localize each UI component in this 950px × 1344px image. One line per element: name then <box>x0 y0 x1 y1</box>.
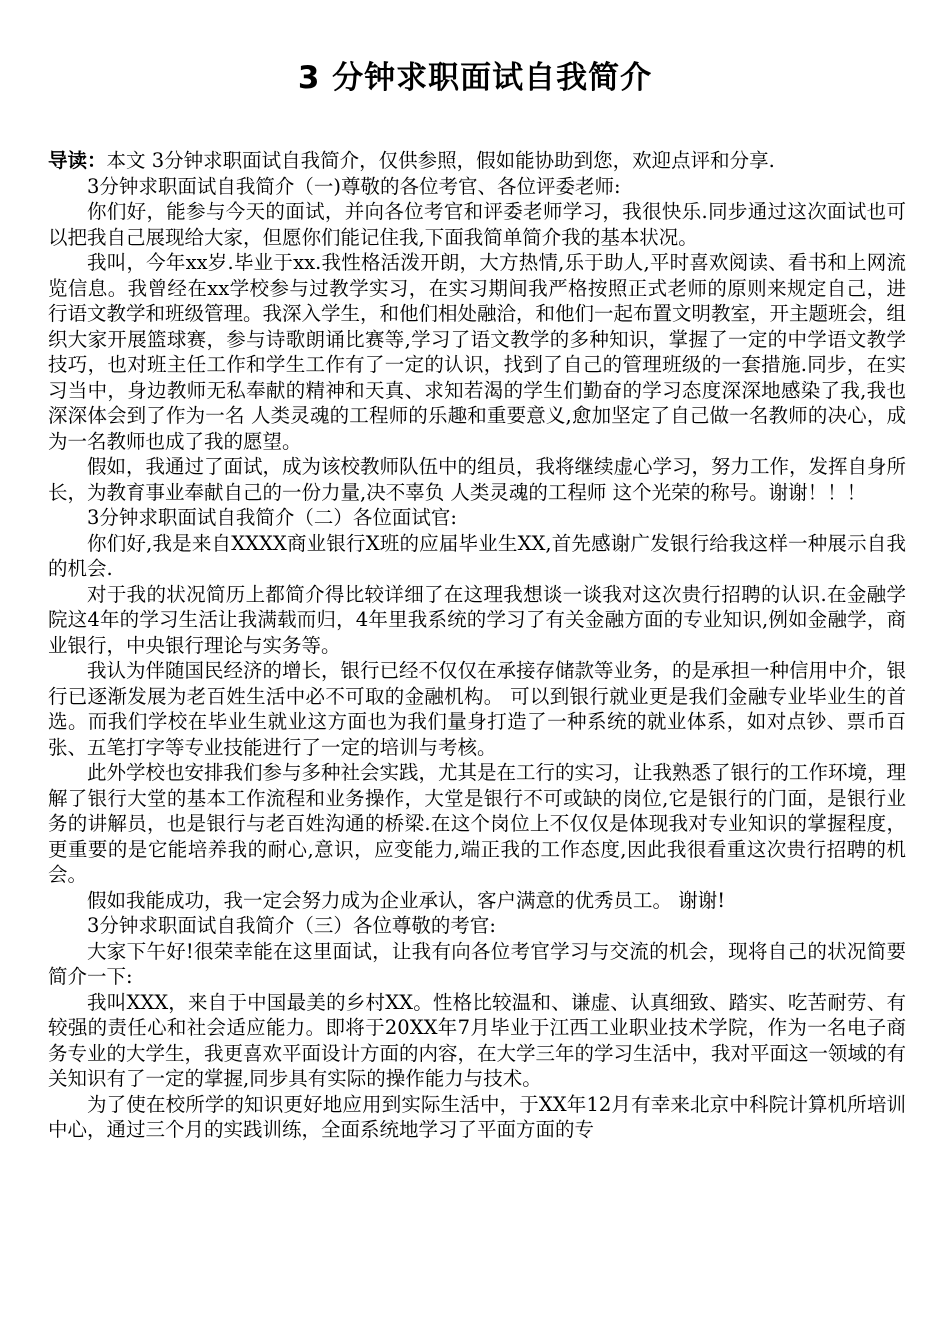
body-paragraph: 我叫，今年xx岁.毕业于xx.我性格活泼开朗，大方热情,乐于助人,平时喜欢阅读、看书和上网流览信息。我曾经在xx学校参与过教学实习，在实习期间我严格按照正式老师的原则来规定自己，进行语文教学和班级管理。我深入学生，和他们相处融洽，和他们一起布置文明教室，开主题班会，组织大家开展篮球赛，参与诗歌朗诵比赛等,学习了语文教学的多种知识，掌握了一定的中学语文教学技巧，也对班主任工作和学生工作有了一定的认识，找到了自己的管理班级的一套措施.同步，在实习当中，身边教师无私奉献的精神和天真、求知若渴的学生们勤奋的学习态度深深地感染了我,我也深深体会到了作为一名 人类灵魂的工程师的乐趣和重要意义,愈加坚定了自己做一名教师的决心，成为一名教师也成了我的愿望。 <box>48 251 907 453</box>
body-paragraph: 你们好,我是来自XXXX商业银行X班的应届毕业生XX,首先感谢广发银行给我这样一种展示自我的机会. <box>48 531 906 580</box>
body-paragraph: 此外学校也安排我们参与多种社会实践，尤其是在工行的实习，让我熟悉了银行的工作环境，理解了银行大堂的基本工作流程和业务操作，大堂是银行不可或缺的岗位,它是银行的门面，是银行业务的讲解员，也是银行与老百姓沟通的桥梁.在这个岗位上不仅仅是体现我对专业知识的掌握程度，更重要的是它能培养我的耐心,意识，应变能力,端正我的工作态度,因此我很看重这次贵行招聘的机会。 <box>48 761 907 886</box>
intro-text: 本文 3分钟求职面试自我简介，仅供参照，假如能协助到您，欢迎点评和分享. <box>106 149 775 172</box>
body-paragraph: 你们好，能参与今天的面试，并向各位考官和评委老师学习，我很快乐.同步通过这次面试也可以把我自己展现给大家，但愿你们能记住我,下面我简单简介我的基本状况。 <box>48 200 906 249</box>
section-heading-three: 3分钟求职面试自我简介（三）各位尊敬的考官: <box>87 914 496 937</box>
body-paragraph: 对于我的状况简历上都简介得比较详细了在这理我想谈一谈我对这次贵行招聘的认识.在金融学院这4年的学习生活让我满载而归，4年里我系统的学习了有关金融方面的专业知识,例如金融学，商业银行，中央银行理论与实务等。 <box>48 582 906 657</box>
document-title: 3 分钟求职面试自我简介 <box>297 60 653 96</box>
body-paragraph: 假如我能成功，我一定会努力成为企业承认，客户满意的优秀员工。 谢谢! <box>87 888 726 912</box>
body-paragraph: 我认为伴随国民经济的增长，银行已经不仅仅在承接存储款等业务，的是承担一种信用中介，银行已逐渐发展为老百姓生活中必不可取的金融机构。 可以到银行就业更是我们金融专业毕业生的首选。而我们学校在毕业生就业这方面也为我们量身打造了一种系统的就业体系，如对点钞、票币百张、五笔打字等专业技能进行了一定的培训与考核。 <box>48 659 907 759</box>
document-body <box>48 148 906 1143</box>
body-paragraph: 大家下午好!很荣幸能在这里面试，让我有向各位考官学习与交流的机会，现将自己的状况简要简介一下: <box>48 939 906 988</box>
body-paragraph: 为了使在校所学的知识更好地应用到实际生活中，于XX年12月有幸来北京中科院计算机所培训中心，通过三个月的实践训练，全面系统地学习了平面方面的专 <box>48 1092 906 1141</box>
intro-label: 导读： <box>48 149 107 172</box>
body-paragraph: 我叫XXX，来自于中国最美的乡村XX。性格比较温和、谦虚、认真细致、踏实、吃苦耐劳、有较强的责任心和社会适应能力。即将于20XX年7月毕业于江西工业职业技术学院，作为一名电子商务专业的大学生，我更喜欢平面设计方面的内容，在大学三年的学习生活中，我对平面这一领域的有关知识有了一定的掌握,同步具有实际的操作能力与技术。 <box>48 990 907 1090</box>
section-heading-two: 3分钟求职面试自我简介（二）各位面试官: <box>87 506 457 529</box>
section-heading-one: 3分钟求职面试自我简介（一)尊敬的各位考官、各位评委老师: <box>87 174 621 198</box>
intro-paragraph <box>48 148 906 174</box>
body-paragraph: 假如，我通过了面试，成为该校教师队伍中的组员，我将继续虚心学习，努力工作，发挥自身所长，为教育事业奉献自己的一份力量,决不辜负 人类灵魂的工程师 这个光荣的称号。谢谢！！！ <box>48 455 907 504</box>
